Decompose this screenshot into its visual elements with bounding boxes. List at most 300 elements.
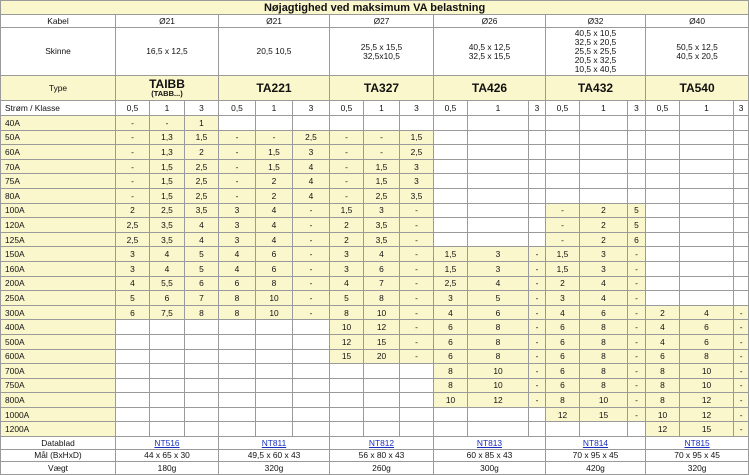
value-cell bbox=[256, 393, 293, 408]
value-cell: - bbox=[529, 378, 546, 393]
value-cell bbox=[293, 349, 330, 364]
value-cell: 1,5 bbox=[150, 159, 185, 174]
value-cell bbox=[116, 393, 150, 408]
value-cell: 2,5 bbox=[185, 159, 219, 174]
value-cell: - bbox=[400, 291, 434, 306]
type-name: TA426 bbox=[471, 81, 508, 95]
value-cell: - bbox=[256, 130, 293, 145]
skinne-value bbox=[116, 28, 219, 76]
class-header: 3 bbox=[293, 101, 330, 116]
value-cell: 15 bbox=[680, 422, 734, 437]
value-cell: 12 bbox=[330, 334, 364, 349]
datablad-link[interactable]: NT815 bbox=[684, 437, 710, 448]
value-cell: 20 bbox=[364, 349, 400, 364]
value-cell bbox=[293, 422, 330, 437]
value-cell bbox=[400, 364, 434, 379]
value-cell: 6 bbox=[546, 349, 580, 364]
value-cell: 6 bbox=[680, 334, 734, 349]
value-cell bbox=[580, 422, 628, 437]
type-cell bbox=[116, 76, 219, 101]
value-cell: 4 bbox=[546, 305, 580, 320]
value-cell: - bbox=[734, 422, 749, 437]
value-cell bbox=[680, 232, 734, 247]
value-cell: 8 bbox=[185, 305, 219, 320]
value-cell bbox=[529, 232, 546, 247]
value-cell: 1,5 bbox=[364, 159, 400, 174]
value-cell: - bbox=[293, 247, 330, 262]
value-cell: 8 bbox=[680, 349, 734, 364]
value-cell: 2 bbox=[330, 232, 364, 247]
value-cell: - bbox=[400, 232, 434, 247]
value-cell bbox=[580, 159, 628, 174]
current-label: 50A bbox=[1, 130, 116, 145]
value-cell bbox=[734, 188, 749, 203]
value-cell: 8 bbox=[546, 393, 580, 408]
value-cell bbox=[364, 378, 400, 393]
type-cell bbox=[219, 76, 330, 101]
value-cell: - bbox=[529, 291, 546, 306]
value-cell bbox=[680, 188, 734, 203]
type-name: TA432 bbox=[577, 81, 614, 95]
value-cell: - bbox=[364, 145, 400, 160]
value-cell bbox=[546, 159, 580, 174]
value-cell: - bbox=[734, 349, 749, 364]
value-cell bbox=[116, 407, 150, 422]
value-cell: 8 bbox=[330, 305, 364, 320]
value-cell: - bbox=[734, 393, 749, 408]
value-cell: - bbox=[734, 364, 749, 379]
value-cell bbox=[364, 407, 400, 422]
value-cell: 4 bbox=[219, 261, 256, 276]
value-cell bbox=[434, 407, 468, 422]
current-label: 750A bbox=[1, 378, 116, 393]
class-header: 3 bbox=[400, 101, 434, 116]
type-cell bbox=[330, 76, 434, 101]
value-cell: 5 bbox=[330, 291, 364, 306]
value-cell bbox=[580, 145, 628, 160]
value-cell bbox=[468, 422, 529, 437]
skinne-value bbox=[546, 28, 646, 76]
value-cell: 8 bbox=[580, 378, 628, 393]
value-cell bbox=[646, 116, 680, 131]
value-cell bbox=[628, 145, 646, 160]
value-cell: 2,5 bbox=[400, 145, 434, 160]
skinne-line: 32,5 x 20,5 bbox=[574, 37, 617, 47]
value-cell bbox=[330, 422, 364, 437]
value-cell: 3 bbox=[546, 291, 580, 306]
value-cell: 10 bbox=[680, 378, 734, 393]
datablad-cell bbox=[116, 437, 219, 450]
table-row bbox=[1, 378, 749, 393]
type-name: TAIBB bbox=[149, 77, 185, 91]
value-cell bbox=[646, 232, 680, 247]
type-label: Type bbox=[1, 76, 116, 101]
kabel-value: Ø21 bbox=[116, 15, 219, 28]
value-cell bbox=[580, 174, 628, 189]
value-cell: 1,5 bbox=[256, 145, 293, 160]
value-cell bbox=[434, 159, 468, 174]
value-cell: - bbox=[628, 378, 646, 393]
table-row bbox=[1, 159, 749, 174]
value-cell: 4 bbox=[680, 305, 734, 320]
value-cell bbox=[734, 261, 749, 276]
value-cell bbox=[293, 320, 330, 335]
value-cell bbox=[400, 422, 434, 437]
value-cell: 3 bbox=[434, 291, 468, 306]
table-row bbox=[1, 407, 749, 422]
value-cell: - bbox=[330, 188, 364, 203]
value-cell: 1,5 bbox=[330, 203, 364, 218]
value-cell bbox=[734, 130, 749, 145]
value-cell bbox=[529, 203, 546, 218]
value-cell bbox=[150, 364, 185, 379]
value-cell bbox=[734, 203, 749, 218]
value-cell bbox=[646, 203, 680, 218]
maal-cell: 60 x 85 x 43 bbox=[434, 449, 546, 462]
value-cell bbox=[580, 188, 628, 203]
value-cell: 4 bbox=[364, 247, 400, 262]
value-cell bbox=[628, 174, 646, 189]
value-cell bbox=[468, 203, 529, 218]
value-cell bbox=[293, 393, 330, 408]
skinne-line: 32,5 x 15,5 bbox=[468, 50, 511, 61]
value-cell: 6 bbox=[150, 291, 185, 306]
value-cell: 10 bbox=[256, 291, 293, 306]
value-cell bbox=[256, 422, 293, 437]
table-row bbox=[1, 116, 749, 131]
value-cell bbox=[434, 422, 468, 437]
value-cell bbox=[400, 378, 434, 393]
value-cell bbox=[580, 130, 628, 145]
current-label: 150A bbox=[1, 247, 116, 262]
skinne-line: 32,5x10,5 bbox=[363, 50, 400, 61]
value-cell bbox=[434, 145, 468, 160]
value-cell: 8 bbox=[219, 291, 256, 306]
value-cell: 8 bbox=[256, 276, 293, 291]
value-cell: - bbox=[116, 188, 150, 203]
value-cell: - bbox=[293, 305, 330, 320]
kabel-value: Ø40 bbox=[646, 15, 749, 28]
value-cell bbox=[293, 364, 330, 379]
value-cell: 2 bbox=[646, 305, 680, 320]
table-title: Nøjagtighed ved maksimum VA belastning bbox=[1, 1, 749, 15]
class-header: 3 bbox=[628, 101, 646, 116]
value-cell: - bbox=[628, 247, 646, 262]
value-cell: 8 bbox=[434, 364, 468, 379]
value-cell bbox=[185, 320, 219, 335]
value-cell bbox=[628, 159, 646, 174]
value-cell: 1,5 bbox=[364, 174, 400, 189]
table-row bbox=[1, 261, 749, 276]
value-cell: 4 bbox=[434, 305, 468, 320]
value-cell: 6 bbox=[546, 364, 580, 379]
value-cell: - bbox=[628, 261, 646, 276]
kabel-value: Ø21 bbox=[219, 15, 330, 28]
value-cell: 6 bbox=[434, 320, 468, 335]
value-cell: 2,5 bbox=[116, 232, 150, 247]
value-cell: 5,5 bbox=[150, 276, 185, 291]
value-cell: 15 bbox=[364, 334, 400, 349]
value-cell bbox=[330, 116, 364, 131]
table-row bbox=[1, 349, 749, 364]
value-cell: - bbox=[400, 320, 434, 335]
value-cell: 3,5 bbox=[150, 232, 185, 247]
value-cell bbox=[330, 364, 364, 379]
value-cell bbox=[734, 218, 749, 233]
value-cell: - bbox=[734, 407, 749, 422]
value-cell bbox=[680, 145, 734, 160]
datablad-cell bbox=[330, 437, 434, 450]
vaegt-cell: 320g bbox=[219, 462, 330, 475]
value-cell bbox=[529, 188, 546, 203]
current-label: 300A bbox=[1, 305, 116, 320]
value-cell: 1,5 bbox=[546, 261, 580, 276]
value-cell bbox=[646, 247, 680, 262]
current-label: 1000A bbox=[1, 407, 116, 422]
value-cell bbox=[529, 422, 546, 437]
value-cell bbox=[116, 378, 150, 393]
value-cell bbox=[150, 320, 185, 335]
datablad-cell bbox=[434, 437, 546, 450]
class-header: 1 bbox=[150, 101, 185, 116]
value-cell bbox=[646, 159, 680, 174]
value-cell: 4 bbox=[580, 291, 628, 306]
value-cell: - bbox=[293, 203, 330, 218]
type-sub: (TABB...) bbox=[151, 89, 183, 98]
value-cell bbox=[116, 422, 150, 437]
value-cell bbox=[116, 364, 150, 379]
value-cell bbox=[330, 378, 364, 393]
datablad-link[interactable]: NT516 bbox=[154, 437, 180, 448]
current-label: 40A bbox=[1, 116, 116, 131]
value-cell: 5 bbox=[185, 247, 219, 262]
value-cell bbox=[116, 320, 150, 335]
value-cell: - bbox=[628, 291, 646, 306]
value-cell bbox=[680, 218, 734, 233]
value-cell bbox=[646, 218, 680, 233]
value-cell bbox=[468, 159, 529, 174]
value-cell bbox=[293, 407, 330, 422]
value-cell: 8 bbox=[646, 378, 680, 393]
value-cell bbox=[646, 261, 680, 276]
vaegt-cell: 320g bbox=[646, 462, 749, 475]
value-cell: 4 bbox=[185, 232, 219, 247]
value-cell: 10 bbox=[680, 364, 734, 379]
class-header: 0,5 bbox=[646, 101, 680, 116]
value-cell: - bbox=[628, 334, 646, 349]
value-cell bbox=[680, 247, 734, 262]
value-cell bbox=[628, 188, 646, 203]
skinne-line: 40,5 x 20,5 bbox=[676, 50, 718, 61]
value-cell: 3 bbox=[219, 218, 256, 233]
value-cell: 12 bbox=[680, 407, 734, 422]
value-cell: - bbox=[529, 261, 546, 276]
value-cell: 3 bbox=[330, 247, 364, 262]
table-row bbox=[1, 364, 749, 379]
value-cell: 8 bbox=[434, 378, 468, 393]
value-cell: - bbox=[116, 145, 150, 160]
value-cell bbox=[434, 188, 468, 203]
value-cell bbox=[529, 130, 546, 145]
datablad-link[interactable]: NT814 bbox=[582, 437, 609, 448]
value-cell bbox=[529, 145, 546, 160]
value-cell bbox=[293, 334, 330, 349]
current-label: 400A bbox=[1, 320, 116, 335]
datablad-label: Datablad bbox=[1, 437, 116, 450]
value-cell: 8 bbox=[468, 320, 529, 335]
value-cell bbox=[646, 276, 680, 291]
value-cell: - bbox=[546, 218, 580, 233]
value-cell: 1,5 bbox=[150, 174, 185, 189]
value-cell: - bbox=[628, 393, 646, 408]
value-cell: 7 bbox=[185, 291, 219, 306]
class-header: 3 bbox=[734, 101, 749, 116]
value-cell: 8 bbox=[364, 291, 400, 306]
value-cell bbox=[256, 364, 293, 379]
current-label: 1200A bbox=[1, 422, 116, 437]
value-cell bbox=[434, 232, 468, 247]
kabel-label: Kabel bbox=[1, 15, 116, 28]
value-cell bbox=[529, 116, 546, 131]
value-cell bbox=[546, 130, 580, 145]
type-cell bbox=[546, 76, 646, 101]
value-cell bbox=[734, 116, 749, 131]
datablad-link[interactable]: NT811 bbox=[261, 437, 287, 448]
skinne-line: 50,5 x 12,5 bbox=[676, 41, 718, 52]
value-cell bbox=[185, 393, 219, 408]
class-header: 3 bbox=[529, 101, 546, 116]
type-name: TA327 bbox=[363, 81, 400, 95]
type-cell bbox=[434, 76, 546, 101]
value-cell bbox=[646, 145, 680, 160]
value-cell: 4 bbox=[293, 159, 330, 174]
maal-cell: 49,5 x 60 x 43 bbox=[219, 449, 330, 462]
value-cell: - bbox=[116, 159, 150, 174]
value-cell: 4 bbox=[185, 218, 219, 233]
value-cell bbox=[185, 378, 219, 393]
value-cell: - bbox=[529, 320, 546, 335]
value-cell: 6 bbox=[546, 320, 580, 335]
value-cell: 2,5 bbox=[434, 276, 468, 291]
vaegt-cell: 180g bbox=[116, 462, 219, 475]
value-cell bbox=[364, 422, 400, 437]
value-cell: 2,5 bbox=[293, 130, 330, 145]
value-cell bbox=[546, 174, 580, 189]
value-cell bbox=[400, 407, 434, 422]
class-header: 1 bbox=[364, 101, 400, 116]
current-label: 70A bbox=[1, 159, 116, 174]
value-cell: 6 bbox=[256, 247, 293, 262]
value-cell: 1,5 bbox=[256, 159, 293, 174]
value-cell bbox=[680, 291, 734, 306]
value-cell: - bbox=[529, 364, 546, 379]
datablad-cell bbox=[219, 437, 330, 450]
value-cell: 8 bbox=[580, 320, 628, 335]
value-cell: 3 bbox=[116, 247, 150, 262]
value-cell bbox=[364, 116, 400, 131]
value-cell bbox=[400, 116, 434, 131]
value-cell: 3 bbox=[219, 203, 256, 218]
value-cell: 12 bbox=[364, 320, 400, 335]
value-cell: 3 bbox=[219, 232, 256, 247]
value-cell bbox=[256, 407, 293, 422]
value-cell: 10 bbox=[364, 305, 400, 320]
value-cell bbox=[219, 116, 256, 131]
value-cell: - bbox=[116, 130, 150, 145]
skinne-value bbox=[219, 28, 330, 76]
value-cell bbox=[256, 378, 293, 393]
value-cell bbox=[256, 349, 293, 364]
value-cell: 4 bbox=[256, 203, 293, 218]
vaegt-label: Vægt bbox=[1, 462, 116, 475]
value-cell bbox=[150, 393, 185, 408]
datablad-link[interactable]: NT812 bbox=[368, 437, 395, 448]
value-cell bbox=[150, 422, 185, 437]
table-row bbox=[1, 174, 749, 189]
skinne-line: 20,5 x 32,5 bbox=[574, 55, 617, 65]
datablad-link[interactable]: NT813 bbox=[476, 437, 503, 448]
value-cell: - bbox=[330, 159, 364, 174]
skinne-value bbox=[330, 28, 434, 76]
value-cell: 1,5 bbox=[185, 130, 219, 145]
value-cell: - bbox=[400, 203, 434, 218]
value-cell: 6 bbox=[364, 261, 400, 276]
maal-cell: 44 x 65 x 30 bbox=[116, 449, 219, 462]
class-header: 1 bbox=[680, 101, 734, 116]
value-cell: 3 bbox=[293, 145, 330, 160]
value-cell bbox=[330, 407, 364, 422]
strom-klasse-label: Strøm / Klasse bbox=[1, 101, 116, 116]
datablad-cell bbox=[546, 437, 646, 450]
current-label: 160A bbox=[1, 261, 116, 276]
value-cell bbox=[219, 378, 256, 393]
value-cell: 8 bbox=[580, 334, 628, 349]
value-cell bbox=[468, 232, 529, 247]
value-cell: - bbox=[628, 305, 646, 320]
value-cell bbox=[529, 407, 546, 422]
value-cell: - bbox=[400, 349, 434, 364]
value-cell: - bbox=[330, 174, 364, 189]
value-cell: 8 bbox=[468, 334, 529, 349]
value-cell bbox=[185, 407, 219, 422]
value-cell: 2,5 bbox=[150, 203, 185, 218]
current-label: 120A bbox=[1, 218, 116, 233]
value-cell: - bbox=[529, 247, 546, 262]
skinne-line: 10,5 x 40,5 bbox=[574, 64, 617, 74]
value-cell: 2 bbox=[580, 203, 628, 218]
class-header: 0,5 bbox=[219, 101, 256, 116]
value-cell: - bbox=[293, 276, 330, 291]
current-label: 200A bbox=[1, 276, 116, 291]
value-cell bbox=[219, 393, 256, 408]
value-cell: 6 bbox=[546, 334, 580, 349]
value-cell bbox=[293, 116, 330, 131]
value-cell bbox=[364, 364, 400, 379]
value-cell bbox=[529, 218, 546, 233]
kabel-value: Ø32 bbox=[546, 15, 646, 28]
value-cell bbox=[468, 218, 529, 233]
value-cell: - bbox=[529, 334, 546, 349]
value-cell: 6 bbox=[434, 334, 468, 349]
value-cell: 12 bbox=[468, 393, 529, 408]
value-cell: 7,5 bbox=[150, 305, 185, 320]
value-cell: - bbox=[546, 232, 580, 247]
value-cell: 4 bbox=[116, 276, 150, 291]
value-cell: 3 bbox=[400, 159, 434, 174]
value-cell: - bbox=[150, 116, 185, 131]
table-row bbox=[1, 276, 749, 291]
skinne-line: 25,5 x 15,5 bbox=[360, 41, 403, 52]
